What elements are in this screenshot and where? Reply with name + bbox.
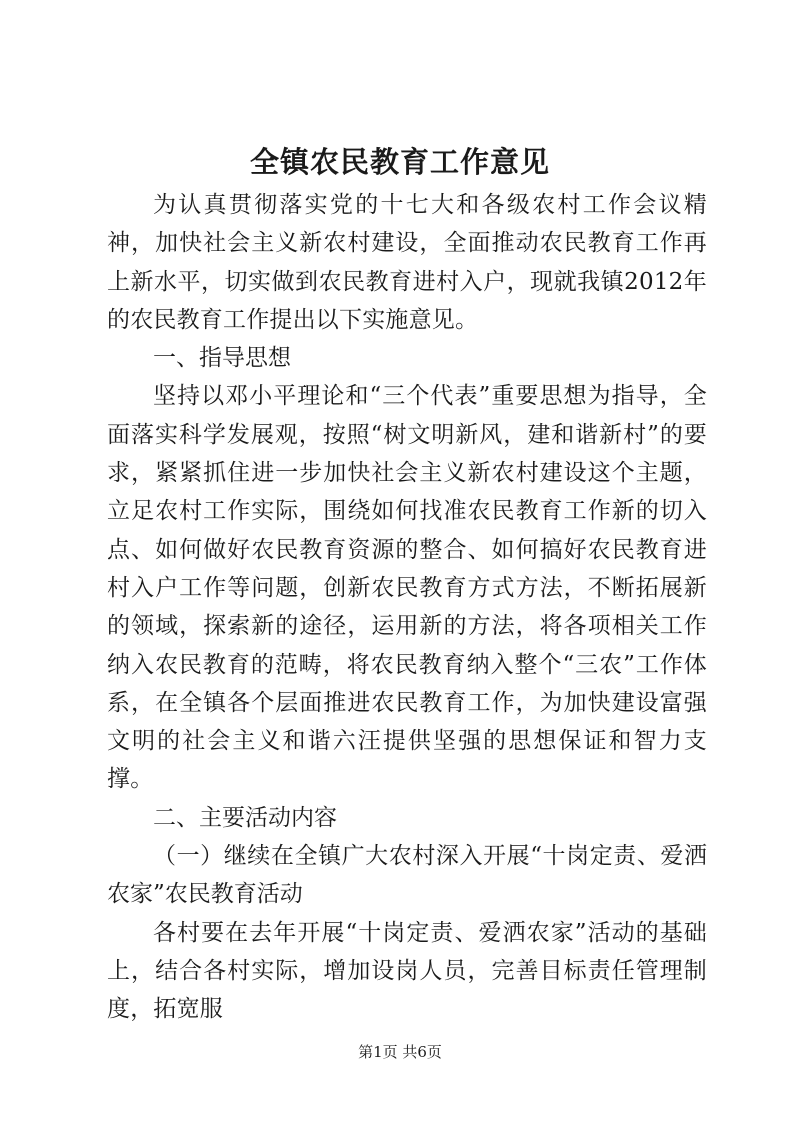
page-footer: 第1页 共6页	[358, 1043, 442, 1061]
subsection-heading-1: （一）继续在全镇广大农村深入开展“十岗定责、爱洒农家”农民教育活动	[107, 843, 707, 908]
subsection-1-paragraph: 各村要在去年开展“十岗定责、爱洒农家”活动的基础上，结合各村实际，增加设岗人员，完善目标责任管理制度，拓宽服	[107, 919, 707, 1023]
document-title: 全镇农民教育工作意见	[249, 145, 550, 179]
intro-paragraph: 为认真贯彻落实党的十七大和各级农村工作会议精神，加快社会主义新农村建设，全面推动农民教育工作再上新水平，切实做到农民教育进村入户，现就我镇2012年的农民教育工作提出以下实施意见。	[107, 192, 707, 333]
section-heading-guiding-thought: 一、指导思想	[153, 345, 291, 372]
guiding-thought-paragraph: 坚持以邓小平理论和“三个代表”重要思想为指导，全面落实科学发展观，按照“树文明新风，建和谐新村”的要求，紧紧抓住进一步加快社会主义新农村建设这个主题，立足农村工作实际，围绕如何找准农民教育工作新的切入点、如何做好农民教育资源的整合、如何搞好农民教育进村入户工作等问题，创新农民教育方式方法，不断拓展新的领域，探索新的途径，运用新的方法，将各项相关工作纳入农民教育的范畴，将农民教育纳入整个“三农”工作体系，在全镇各个层面推进农民教育工作，为加快建设富强文明的社会主义和谐六汪提供坚强的思想保证和智力支撑。	[107, 383, 707, 793]
document-body	[107, 186, 707, 1029]
section-heading-main-activities: 二、主要活动内容	[153, 804, 337, 831]
